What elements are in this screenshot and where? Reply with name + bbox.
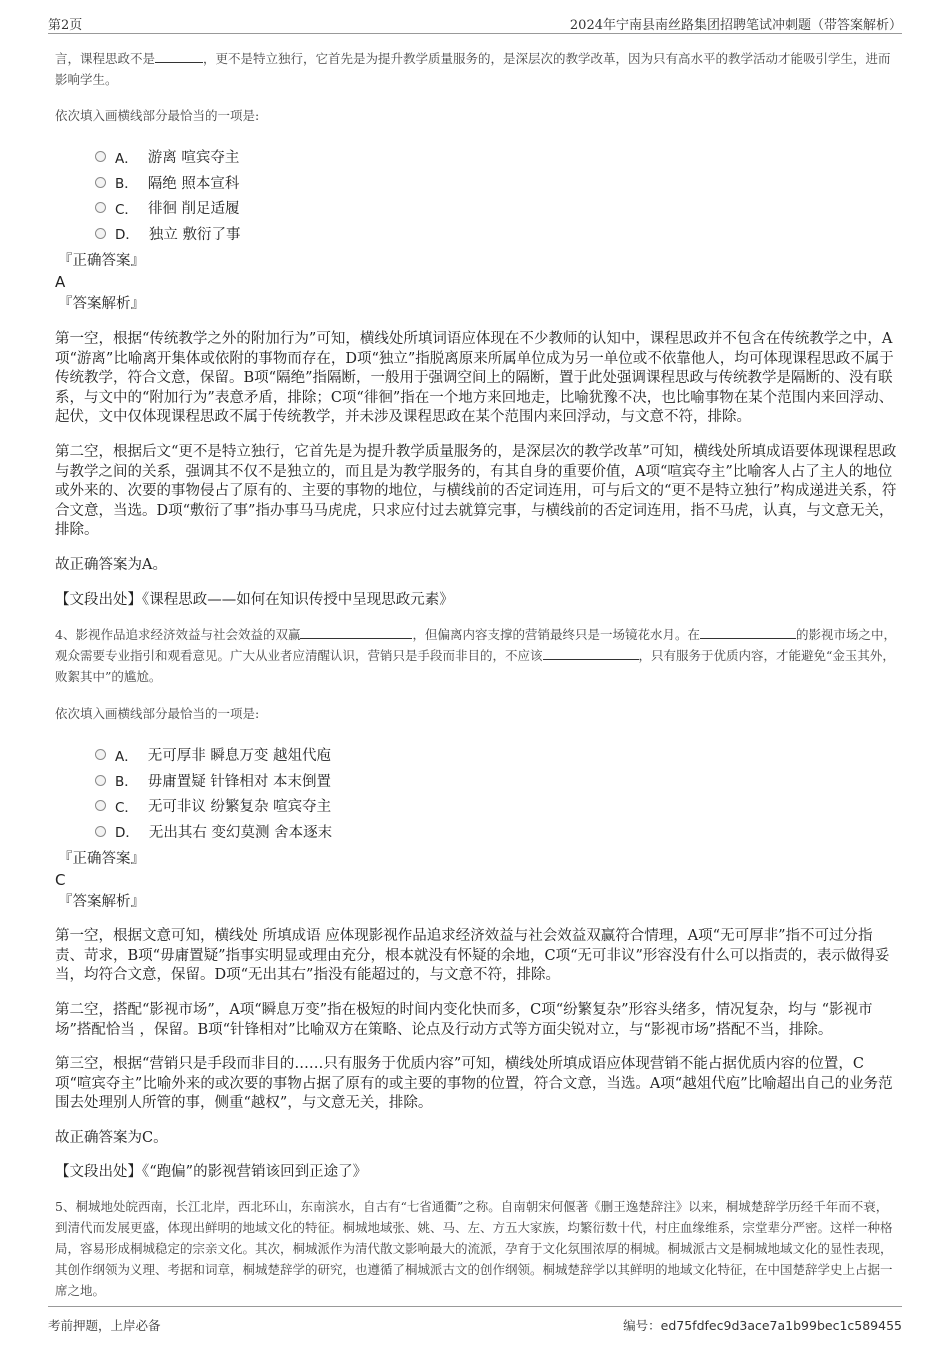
document-code: 编号：ed75fdfec9d3ace7a1b99bec1c589455 <box>623 1318 902 1333</box>
q4-source: 【文段出处】《“跑偏”的影视营销该回到正途了》 <box>55 1164 368 1181</box>
q4-prompt: 依次填入画横线部分最恰当的一项是: <box>55 706 260 722</box>
radio-icon[interactable] <box>95 800 106 811</box>
radio-icon[interactable] <box>95 151 106 162</box>
blank-line <box>700 626 796 639</box>
q4-analysis-para: 第三空，根据“营销只是手段而非目的……只有服务于优质内容”可知，横线处所填成语应体现营销不能占据优质内容的位置，C项“喧宾夺主”比喻外来的或次要的事物占据了原有的或主要的事物的位置，符合文意，当选。A项“越俎代庖”比喻超出自己的业务范围去处理别人所管的事，侧重“越权”，与文意无关，排除。 <box>55 1056 893 1112</box>
q3-answer-summary: 故正确答案为A。 <box>55 556 167 573</box>
q4-option-a[interactable]: A． 无可厚非 瞬息万变 越俎代庖 <box>95 742 897 768</box>
blank-line <box>155 50 203 63</box>
document-title: 2024年宁南县南丝路集团招聘笔试冲刺题（带答案解析） <box>569 18 902 33</box>
q4-option-c[interactable]: C． 无可非议 纷繁复杂 喧宾夺主 <box>95 793 897 819</box>
radio-icon[interactable] <box>95 826 106 837</box>
q3-option-b[interactable]: B． 隔绝 照本宣科 <box>95 170 897 196</box>
footer-slogan: 考前押题，上岸必备 <box>48 1318 161 1333</box>
q4-answer-label: 『正确答案』 <box>58 851 145 868</box>
radio-icon[interactable] <box>95 202 106 213</box>
q4-text: 4、影视作品追求经济效益与社会效益的双赢 ，但偏离内容支撑的营销最终只是一场镜花水月。在 的影视市场之中，观众需要专业指引和观看意见。广大从业者应清醒认识，营销只是手段而非目的，不应该 ，只有服务于优质内容，才能避免“金玉其外，败絮其中”的尴尬。 <box>55 627 896 685</box>
q4-analysis-para: 第二空，搭配“影视市场”，A项“瞬息万变”指在极短的时间内变化快而多，C项“纷繁复杂”形容头绪多，情况复杂，均与 “影视市场”搭配恰当 ，保留。B项“针锋相对”比喻双方在策略、论点及行动方式等方面尖锐对立，与“影视市场”搭配不当，排除。 <box>55 1001 873 1038</box>
q3-prompt: 依次填入画横线部分最恰当的一项是: <box>55 108 260 123</box>
q4-analysis <box>55 927 897 1183</box>
radio-icon[interactable] <box>95 749 106 760</box>
q3-option-c[interactable]: C． 徘徊 削足适履 <box>95 195 897 221</box>
q4-answer-summary: 故正确答案为C。 <box>55 1129 168 1146</box>
q4-analysis-label: 『答案解析』 <box>58 894 145 911</box>
q3-analysis-para: 第一空，根据“传统教学之外的附加行为”可知，横线处所填词语应体现在不少教师的认知中，课程思政并不包含在传统教学之中，A项“游离”比喻离开集体或依附的事物而存在，D项“独立”指脱离原来所属单位成为另一单位或不依靠他人，均可体现课程思政不属于传统教学，符合文意，保留。B项“隔绝”指隔断，一般用于强调空间上的隔断，置于此处强调课程思政与传统教学是隔断的、没有联系，与文中的“附加行为”表意矛盾，排除；C项“徘徊”指在一个地方来回地走，比喻犹豫不决，也比喻事物在某个范围内来回浮动、起伏，文中仅体现课程思政不属于传统教学，并未涉及课程思政在某个范围内来回浮动，与文意不符，排除。 <box>55 331 894 426</box>
q3-answer: A <box>55 273 66 291</box>
q3-analysis-para: 第二空，根据后文“更不是特立独行，它首先是为提升教学质量服务的，是深层次的教学改革”可知，横线处所填成语要体现课程思政与教学之间的关系，强调其不仅不是独立的，而且是为教学服务的，有其自身的重要价值，A项“喧宾夺主”比喻客人占了主人的地位或外来的、次要的事物侵占了原有的、主要的事物的地位，与横线前的否定词连用，可与后文的“更不是特立独行”构成递进关系，符合文意，当选。D项“敷衍了事”指办事马马虎虎，只求应付过去就算完事，与横线前的否定词连用，指不马虎，认真，与文意无关，排除。 <box>55 443 897 539</box>
page-footer <box>48 1306 902 1336</box>
q3-analysis <box>55 330 897 610</box>
q3-option-d[interactable]: D． 独立 敷衍了事 <box>95 221 897 247</box>
q3-options <box>95 144 897 246</box>
radio-icon[interactable] <box>95 228 106 239</box>
q4-analysis-para: 第一空，根据文意可知，横线处 所填成语 应体现影视作品追求经济效益与社会效益双赢符合情理，A项“无可厚非”指不可过分指责、苛求，B项“毋庸置疑”指事实明显或理由充分，根本就没有怀疑的余地，C项“无可非议”形容没有什么可以指责的，表示做得妥当，均符合文意，保留。D项“无出其右”指没有能超过的，与文意不符，排除。 <box>55 928 890 984</box>
q3-answer-label: 『正确答案』 <box>58 253 145 269</box>
q3-analysis-label: 『答案解析』 <box>58 296 145 312</box>
page-header <box>48 12 902 34</box>
page-content <box>55 38 897 1301</box>
blank-line <box>300 626 412 639</box>
q4-option-d[interactable]: D． 无出其右 变幻莫测 舍本逐末 <box>95 819 897 845</box>
q3-source: 【文段出处】《课程思政——如何在知识传授中呈现思政元素》 <box>55 591 454 608</box>
page-number: 第2页 <box>48 18 83 33</box>
q4-option-b[interactable]: B． 毋庸置疑 针锋相对 本末倒置 <box>95 768 897 794</box>
blank-line <box>543 647 639 660</box>
q5-text: 5、桐城地处皖西南，长江北岸，西北环山，东南滨水，自古有“七省通衢”之称。自南朝宋何偃著《删王逸楚辞注》以来，桐城楚辞学历经千年而不衰，到清代而发展更盛，体现出鲜明的地域文化的特征。桐城地域张、姚、马、左、方五大家族，均繁衍数十代，村庄血缘维系，宗堂辈分严密。这样一种格局，容易形成桐城稳定的宗亲文化。其次，桐城派作为清代散文影响最大的流派，孕育于文化氛围浓厚的桐城。桐城派古文是桐城地域文化的显性表现，其创作纲领为义理、考据和词章，桐城楚辞学的研究，也遵循了桐城派古文的创作纲领。桐城楚辞学以其鲜明的地域文化特征，在中国楚辞学史上占据一席之地。 <box>55 1199 893 1299</box>
q4-answer: C <box>55 871 66 890</box>
radio-icon[interactable] <box>95 177 106 188</box>
q3-cropped-line <box>55 34 897 48</box>
q3-text-tail: 言，课程思政不是 ，更不是特立独行，它首先是为提升教学质量服务的，是深层次的教学改革，因为只有高水平的教学活动才能吸引学生，进而影响学生。 <box>55 34 897 87</box>
q3-option-a[interactable]: A． 游离 喧宾夺主 <box>95 144 897 170</box>
radio-icon[interactable] <box>95 775 106 786</box>
q4-options <box>95 742 897 844</box>
